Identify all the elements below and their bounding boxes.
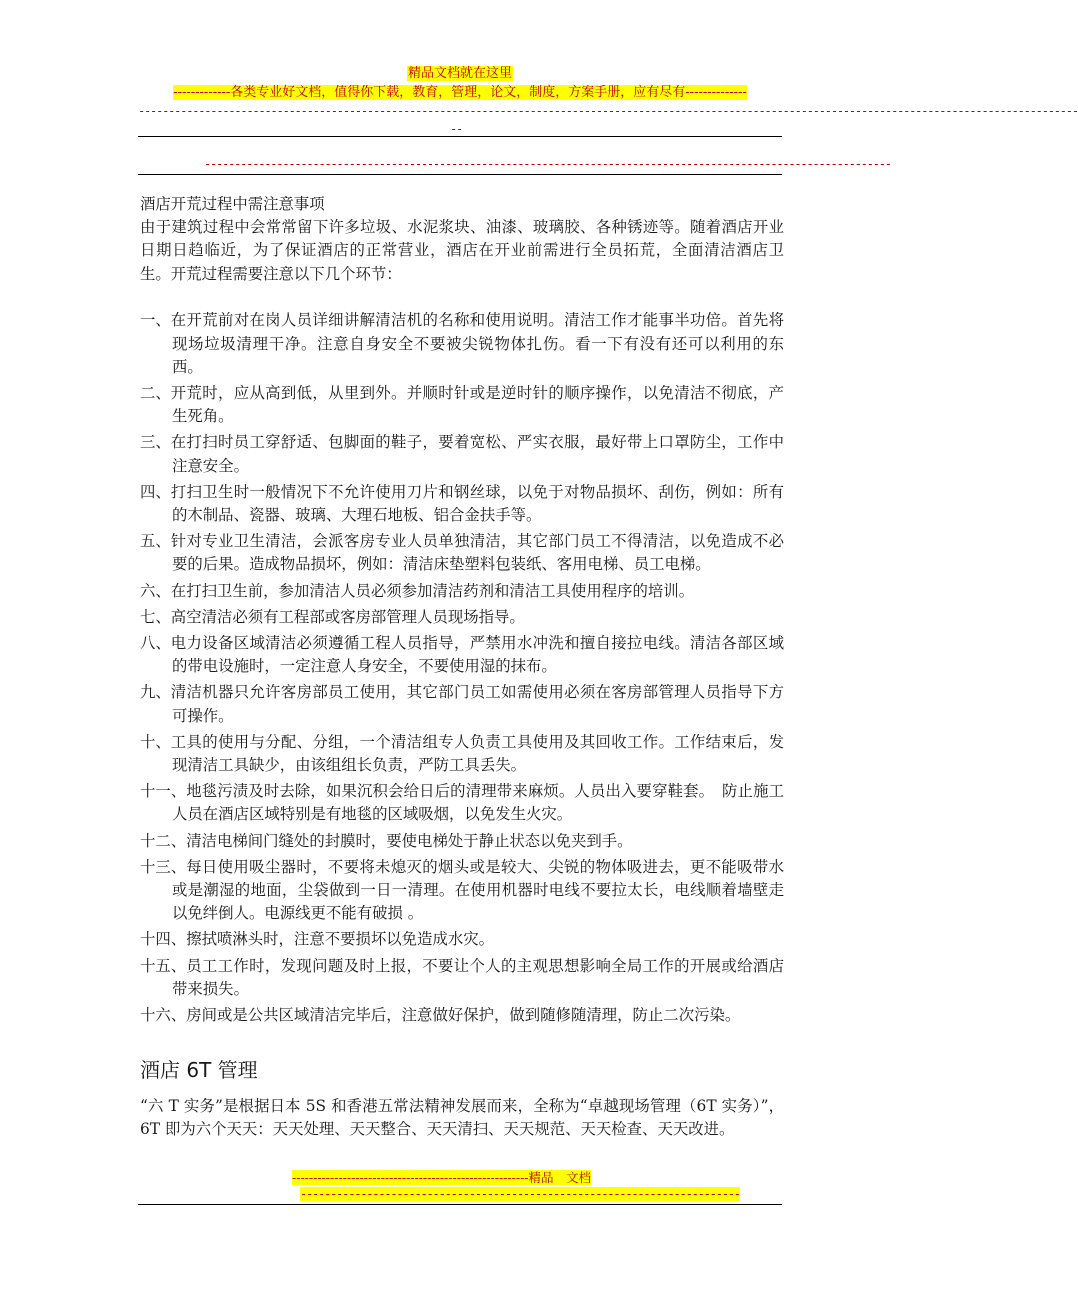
header-subtitle: -------------各类专业好文档，值得你下载，教育，管理，论文，制度，方案手册，应有尽有--------------	[173, 85, 747, 100]
list-item: 一、 在开荒前对在岗人员详细讲解清洁机的名称和使用说明。清洁工作才能事半功倍。首先将现场垃圾清理干净。注意自身安全不要被尖锐物体扎伤。看一下有没有还可以利用的东西。	[140, 311, 784, 376]
list-item: 十一、 地毯污渍及时去除，如果沉积会给日后的清理带来麻烦。人员出入要穿鞋套。 防止施工人员在酒店区域特别是有地毯的区域吸烟，以免发生火灾。	[140, 782, 784, 824]
header-dash-center: ------------------------------------------------------------------------------------------------------------------	[204, 157, 891, 171]
blank-line	[140, 286, 784, 310]
doc-heading: 酒店开荒过程中需注意事项	[140, 195, 325, 213]
notice-list	[140, 309, 784, 1027]
section-title: 酒店 6T 管理	[140, 1058, 258, 1083]
doc-intro: 由于建筑过程中会常常留下许多垃圾、水泥浆块、油漆、玻璃胶、各种锈迹等。随着酒店开业日期日趋临近，为了保证酒店的正常营业，酒店在开业前需进行全员拓荒，全面清洁酒店卫生。开荒过程需要注意以下几个环节：	[140, 218, 784, 283]
list-item: 十五、 员工工作时，发现问题及时上报，不要让个人的主观思想影响全局工作的开展或给酒店带来损失。	[140, 956, 784, 998]
list-item: 七、 高空清洁必须有工程部或客房部管理人员现场指导。	[140, 607, 525, 626]
header-rule-bottom	[138, 174, 782, 175]
list-item: 十、 工具的使用与分配、分组，一个清洁组专人负责工具使用及其回收工作。工作结束后，发现清洁工具缺少，由该组组长负责，严防工具丢失。	[140, 732, 784, 774]
list-item: 九、 清洁机器只允许客房部员工使用，其它部门员工如需使用必须在客房部管理人员指导下方可操作。	[140, 683, 784, 725]
list-item: 十三、 每日使用吸尘器时，不要将未熄灭的烟头或是较大、尖锐的物体吸进去，更不能吸带水或是潮湿的地面，尘袋做到一日一清理。在使用机器时电线不要拉太长，电线顺着墙壁走以免绊倒人。电源线更不能有破损 。	[140, 857, 784, 923]
footer-dash-line: -------------------------------------------------------------------------	[300, 1187, 740, 1201]
footer-line: --------------------------------------------------------精品 文档	[292, 1170, 592, 1185]
list-item: 四、 打扫卫生时一般情况下不允许使用刀片和钢丝球，以免于对物品损坏、刮伤，例如：所有的木制品、瓷器、玻璃、大理石地板、铝合金扶手等。	[140, 482, 784, 524]
list-item: 十四、 擦拭喷淋头时，注意不要损坏以免造成水灾。	[140, 930, 495, 949]
list-item: 十二、 清洁电梯间门缝处的封膜时，要使电梯处于静止状态以免夹到手。	[140, 831, 633, 850]
list-item: 二、 开荒时，应从高到低，从里到外。并顺时针或是逆时针的顺序操作，以免清洁不彻底，产生死角。	[140, 383, 784, 426]
list-item: 五、 针对专业卫生清洁，会派客房专业人员单独清洁，其它部门员工不得清洁，以免造成不必要的后果。造成物品损坏，例如：清洁床垫塑料包装纸、客用电梯、员工电梯。	[140, 532, 784, 574]
document-body	[140, 193, 784, 1142]
header-rule	[138, 136, 782, 137]
list-item: 八、 电力设备区域清洁必须遵循工程人员指导，严禁用水冲洗和擅自接拉电线。清洁各部区域的带电设施时，一定注意人身安全，不要使用湿的抹布。	[140, 633, 784, 676]
list-item: 三、 在打扫时员工穿舒适、包脚面的鞋子，要着宽松、严实衣服，最好带上口罩防尘，工作中注意安全。	[140, 433, 784, 475]
header-dash-tail: --	[450, 122, 463, 136]
list-item: 六、 在打扫卫生前，参加清洁人员必须参加清洁药剂和清洁工具使用程序的培训。	[140, 581, 695, 600]
header-dash-line: ------------------------------------------------------------------------------------------------------------------------------------------------------------	[138, 104, 1078, 118]
section-text: “六 T 实务”是根据日本 5S 和香港五常法精神发展而来，全称为“卓越现场管理（6T 实务）”，6T 即为六个天天：天天处理、天天整合、天天清扫、天天规范、天天检查、天天改进。	[140, 1097, 784, 1139]
footer-rule	[138, 1204, 782, 1205]
header-title: 精品文档就在这里	[407, 66, 512, 81]
list-item: 十六、 房间或是公共区域清洁完毕后，注意做好保护，做到随修随清理，防止二次污染。	[140, 1006, 741, 1024]
